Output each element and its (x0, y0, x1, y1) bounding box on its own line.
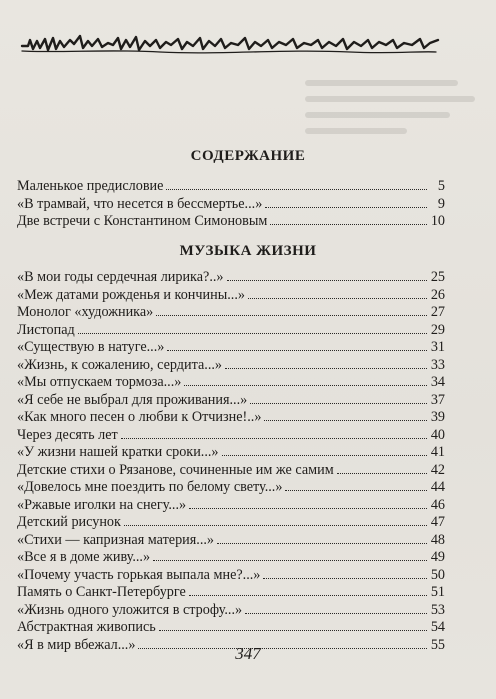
toc-entry-page: 48 (430, 531, 445, 548)
section-heading: МУЗЫКА ЖИЗНИ (179, 243, 317, 259)
toc-entry-title: «Мы отпускаем тормоза...» (17, 374, 182, 390)
toc-entry[interactable] (17, 196, 445, 214)
toc-entry-page: 41 (430, 444, 445, 460)
toc-leader-dots (153, 560, 427, 561)
toc-entry[interactable] (17, 322, 445, 340)
toc-leader-dots (222, 455, 427, 456)
toc-entry-page: 39 (430, 409, 445, 425)
toc-entry-title: Детский рисунок (17, 514, 121, 530)
toc-leader-dots (184, 385, 427, 386)
toc-entry-page: 51 (430, 584, 445, 600)
toc-entry[interactable] (17, 178, 445, 196)
toc-entry-title: Память о Санкт-Петербурге (17, 584, 186, 600)
toc-leader-dots (78, 333, 427, 334)
toc-entry[interactable] (17, 213, 445, 231)
toc-entry[interactable] (17, 269, 445, 287)
toc-entry-page: 37 (430, 391, 445, 408)
toc-entry-title: «Я в мир вбежал...» (17, 636, 136, 653)
toc-leader-dots (189, 595, 427, 596)
toc-entry-page: 33 (430, 356, 445, 373)
toc-leader-dots (337, 473, 427, 474)
toc-entry[interactable] (17, 532, 445, 550)
toc-leader-dots (121, 438, 427, 439)
toc-entry[interactable] (17, 549, 445, 567)
toc-entry-page: 44 (430, 479, 445, 495)
toc-leader-dots (285, 490, 427, 491)
toc-leader-dots (156, 315, 427, 316)
toc-entry[interactable] (17, 392, 445, 410)
toc-entry[interactable] (17, 357, 445, 375)
toc-leader-dots (124, 525, 427, 526)
toc-entry-title: Две встречи с Константином Симоновым (17, 213, 268, 229)
toc-entry-title: «Все я в доме живу...» (17, 549, 151, 565)
toc-entry[interactable] (17, 444, 445, 462)
flourish-ornament-icon (20, 22, 440, 62)
toc-leader-dots (227, 280, 427, 281)
toc-entry-page: 5 (437, 178, 445, 194)
toc-entry[interactable] (17, 619, 445, 637)
page-number: 347 (235, 644, 261, 663)
toc-entry-title: «Жизнь, к сожалению, сердита...» (17, 356, 223, 373)
toc-entry-page: 42 (430, 461, 445, 478)
toc-entry[interactable] (17, 287, 445, 305)
toc-entry-page: 25 (430, 269, 445, 285)
toc-leader-dots (225, 368, 427, 369)
toc-entry-title: Маленькое предисловие (17, 178, 164, 194)
toc-entry-page: 55 (430, 636, 445, 653)
toc-entry-title: «Как много песен о любви к Отчизне!..» (17, 409, 262, 425)
toc-entry[interactable] (17, 567, 445, 585)
toc-entry-title: Монолог «художника» (17, 304, 154, 320)
toc-entry-page: 10 (430, 213, 445, 229)
toc-leader-dots (265, 207, 427, 208)
toc-entry-page: 31 (430, 339, 445, 355)
toc-entry-page: 34 (430, 374, 445, 390)
toc-entry-title: «Довелось мне поездить по белому свету...» (17, 479, 283, 495)
contents-heading: СОДЕРЖАНИЕ (190, 148, 306, 164)
toc-entry[interactable] (17, 409, 445, 427)
toc-leader-dots (264, 420, 427, 421)
toc-entry-page: 49 (430, 549, 445, 565)
toc-entry-page: 50 (430, 566, 445, 583)
toc-entry-page: 29 (430, 321, 445, 338)
toc-entry-title: «Я себе не выбрал для проживания...» (17, 391, 248, 408)
toc-entry[interactable] (17, 497, 445, 515)
toc-entry[interactable] (17, 339, 445, 357)
toc-leader-dots (189, 508, 427, 509)
toc-entry[interactable] (17, 427, 445, 445)
toc-entry[interactable] (17, 374, 445, 392)
toc-entry[interactable] (17, 514, 445, 532)
toc-entry-page: 54 (430, 619, 445, 635)
toc-entry-page: 46 (430, 496, 445, 513)
toc-entry-title: «Почему участь горькая выпала мне?...» (17, 566, 261, 583)
toc-leader-dots (270, 224, 427, 225)
toc-entry-page: 27 (430, 304, 445, 320)
toc-entry-title: «Меж датами рожденья и кончины...» (17, 286, 245, 303)
toc-entry-title: Абстрактная живопись (17, 619, 156, 635)
contents-list (17, 178, 445, 231)
toc-entry[interactable] (17, 462, 445, 480)
toc-entry-title: «Жизнь одного уложится в строфу...» (17, 601, 243, 618)
toc-entry-title: «Стихи — капризная материя...» (17, 531, 215, 548)
toc-entry-title: «У жизни нашей кратки сроки...» (17, 444, 219, 460)
toc-entry[interactable] (17, 479, 445, 497)
toc-leader-dots (159, 630, 427, 631)
toc-entry-page: 40 (430, 426, 445, 443)
toc-entry-title: Листопад (17, 321, 75, 338)
toc-entry-page: 9 (437, 195, 445, 212)
toc-entry-page: 47 (430, 514, 445, 530)
toc-entry-page: 53 (430, 601, 445, 618)
section-list (17, 269, 445, 654)
toc-leader-dots (263, 578, 427, 579)
toc-entry-title: «Существую в натуге...» (17, 339, 165, 355)
toc-leader-dots (166, 189, 427, 190)
toc-leader-dots (250, 403, 427, 404)
toc-entry-title: Детские стихи о Рязанове, сочиненные им же самим (17, 461, 334, 478)
toc-entry-title: «Ржавые иголки на снегу...» (17, 496, 187, 513)
toc-entry-page: 26 (430, 286, 445, 303)
toc-entry[interactable] (17, 602, 445, 620)
toc-entry-title: «В мои годы сердечная лирика?..» (17, 269, 224, 285)
toc-leader-dots (245, 613, 427, 614)
toc-entry[interactable] (17, 584, 445, 602)
toc-entry-title: «В трамвай, что несется в бессмертье...» (17, 195, 263, 212)
toc-leader-dots (167, 350, 427, 351)
toc-entry[interactable] (17, 304, 445, 322)
toc-leader-dots (217, 543, 427, 544)
toc-leader-dots (248, 298, 427, 299)
toc-entry-title: Через десять лет (17, 426, 118, 443)
